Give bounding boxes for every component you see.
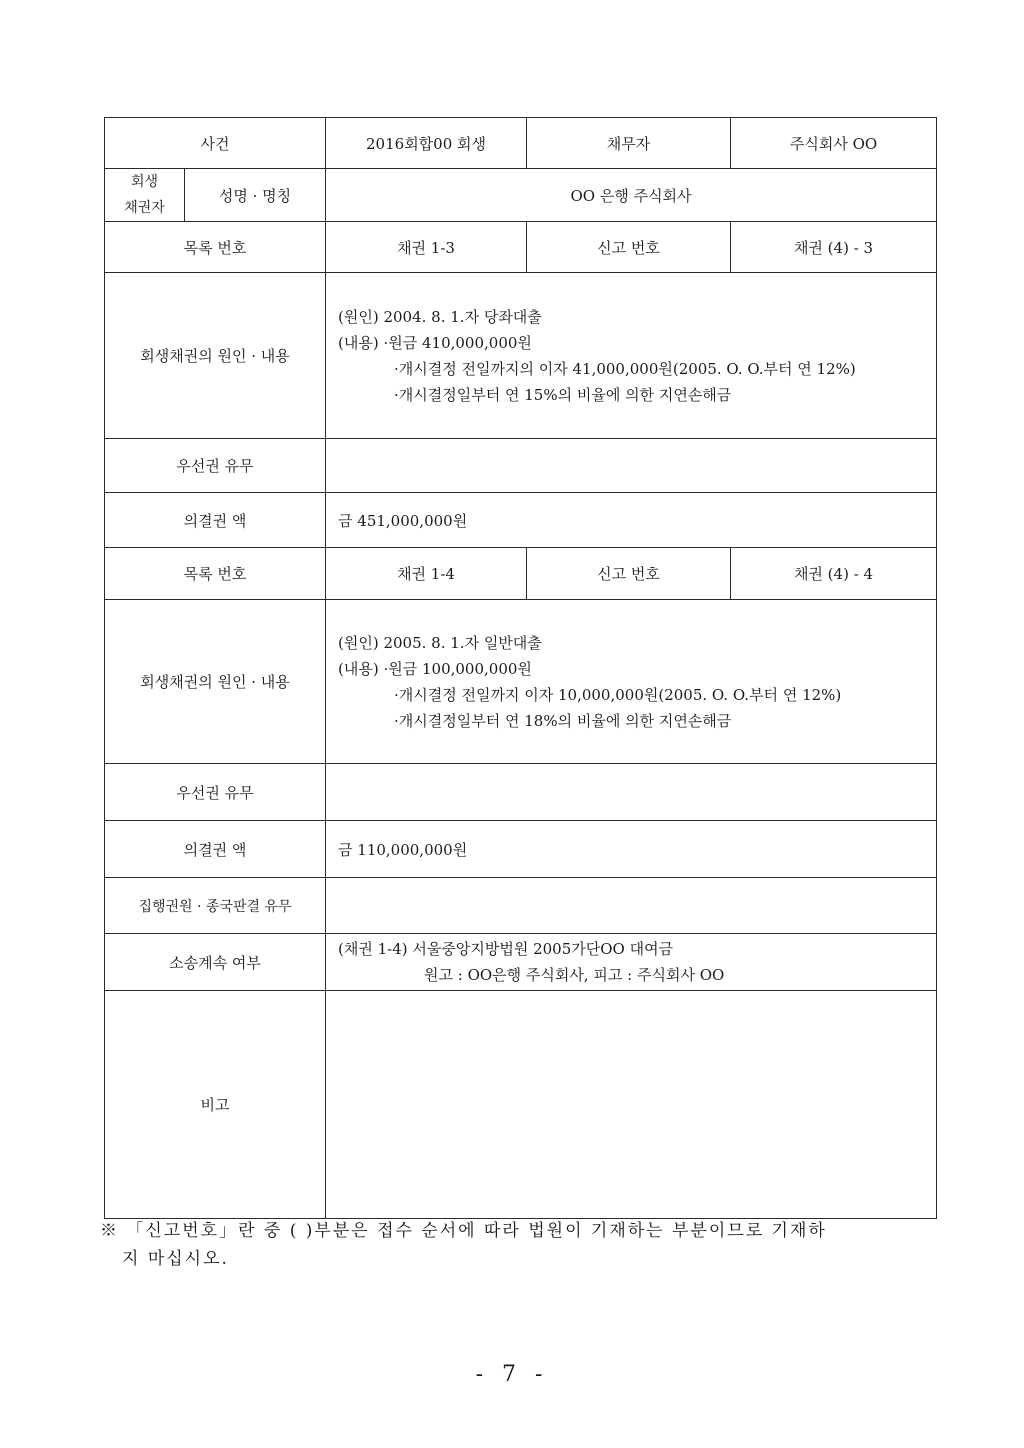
litigation-line: (채권 1-4) 서울중앙지방법원 2005가단OO 대여금 xyxy=(338,940,674,958)
cause-content xyxy=(326,273,937,439)
case-row xyxy=(105,118,937,169)
cause-line: ·개시결정일부터 연 18%의 비율에 의한 지연손해금 xyxy=(394,711,732,730)
case-label: 사건 xyxy=(105,118,326,169)
litigation-label: 소송계속 여부 xyxy=(105,934,326,991)
cause-line: (원인) 2004. 8. 1.자 당좌대출 xyxy=(338,307,542,326)
report-number-label: 신고 번호 xyxy=(527,548,731,600)
cause-line: (내용) ·원금 410,000,000원 xyxy=(338,333,532,352)
claim-1-list-row xyxy=(105,222,937,273)
vote-amount-value: 금 110,000,000원 xyxy=(326,821,937,878)
remarks-value xyxy=(326,991,937,1219)
cause-content xyxy=(326,600,937,764)
litigation-content xyxy=(326,934,937,991)
litigation-line: 원고 : OO은행 주식회사, 피고 : 주식회사 OO xyxy=(424,966,725,984)
creditor-name-label: 성명 · 명칭 xyxy=(185,169,326,222)
debtor-value: 주식회사 OO xyxy=(731,118,937,169)
claim-2-list-row xyxy=(105,548,937,600)
creditor-label: 회생 채권자 xyxy=(105,169,185,222)
priority-label: 우선권 유무 xyxy=(105,764,326,821)
creditor-row xyxy=(105,169,937,222)
enforcement-row xyxy=(105,878,937,934)
claim-table xyxy=(104,117,937,1219)
list-number-label: 목록 번호 xyxy=(105,222,326,273)
list-number-label: 목록 번호 xyxy=(105,548,326,600)
remarks-row xyxy=(105,991,937,1219)
claim-2-priority-row xyxy=(105,764,937,821)
footnote xyxy=(100,1217,950,1273)
remarks-label: 비고 xyxy=(105,991,326,1219)
report-number-value: 채권 (4) - 4 xyxy=(731,548,937,600)
vote-amount-label: 의결권 액 xyxy=(105,493,326,548)
litigation-row xyxy=(105,934,937,991)
claim-2-cause-row xyxy=(105,600,937,764)
claim-1-cause-row xyxy=(105,273,937,439)
debtor-label: 채무자 xyxy=(527,118,731,169)
list-number-value: 채권 1-4 xyxy=(326,548,527,600)
enforcement-label: 집행권원 · 종국판결 유무 xyxy=(105,878,326,934)
enforcement-value xyxy=(326,878,937,934)
case-value: 2016회합00 회생 xyxy=(326,118,527,169)
creditor-name-value: OO 은행 주식회사 xyxy=(326,169,937,222)
report-number-label: 신고 번호 xyxy=(527,222,731,273)
footnote-line: 지 마십시오. xyxy=(122,1249,229,1269)
priority-value xyxy=(326,439,937,493)
report-number-value: 채권 (4) - 3 xyxy=(731,222,937,273)
cause-line: ·개시결정 전일까지의 이자 41,000,000원(2005. O. O.부터 연 12%) xyxy=(394,359,856,378)
cause-label: 회생채권의 원인 · 내용 xyxy=(105,273,326,439)
cause-line: ·개시결정일부터 연 15%의 비율에 의한 지연손해금 xyxy=(394,385,732,404)
cause-line: (내용) ·원금 100,000,000원 xyxy=(338,659,532,678)
cause-label: 회생채권의 원인 · 내용 xyxy=(105,600,326,764)
page-number: - 7 - xyxy=(475,1362,549,1387)
priority-value xyxy=(326,764,937,821)
priority-label: 우선권 유무 xyxy=(105,439,326,493)
claim-1-priority-row xyxy=(105,439,937,493)
claim-report-form xyxy=(104,117,936,1219)
vote-amount-label: 의결권 액 xyxy=(105,821,326,878)
vote-amount-value: 금 451,000,000원 xyxy=(326,493,937,548)
claim-1-vote-row xyxy=(105,493,937,548)
cause-line: (원인) 2005. 8. 1.자 일반대출 xyxy=(338,633,542,652)
list-number-value: 채권 1-3 xyxy=(326,222,527,273)
claim-2-vote-row xyxy=(105,821,937,878)
cause-line: ·개시결정 전일까지 이자 10,000,000원(2005. O. O.부터 연 12%) xyxy=(394,685,842,704)
footnote-line: ※ 「신고번호」란 중 ( )부분은 접수 순서에 따라 법원이 기재하는 부분이므로 기재하 xyxy=(100,1221,827,1241)
